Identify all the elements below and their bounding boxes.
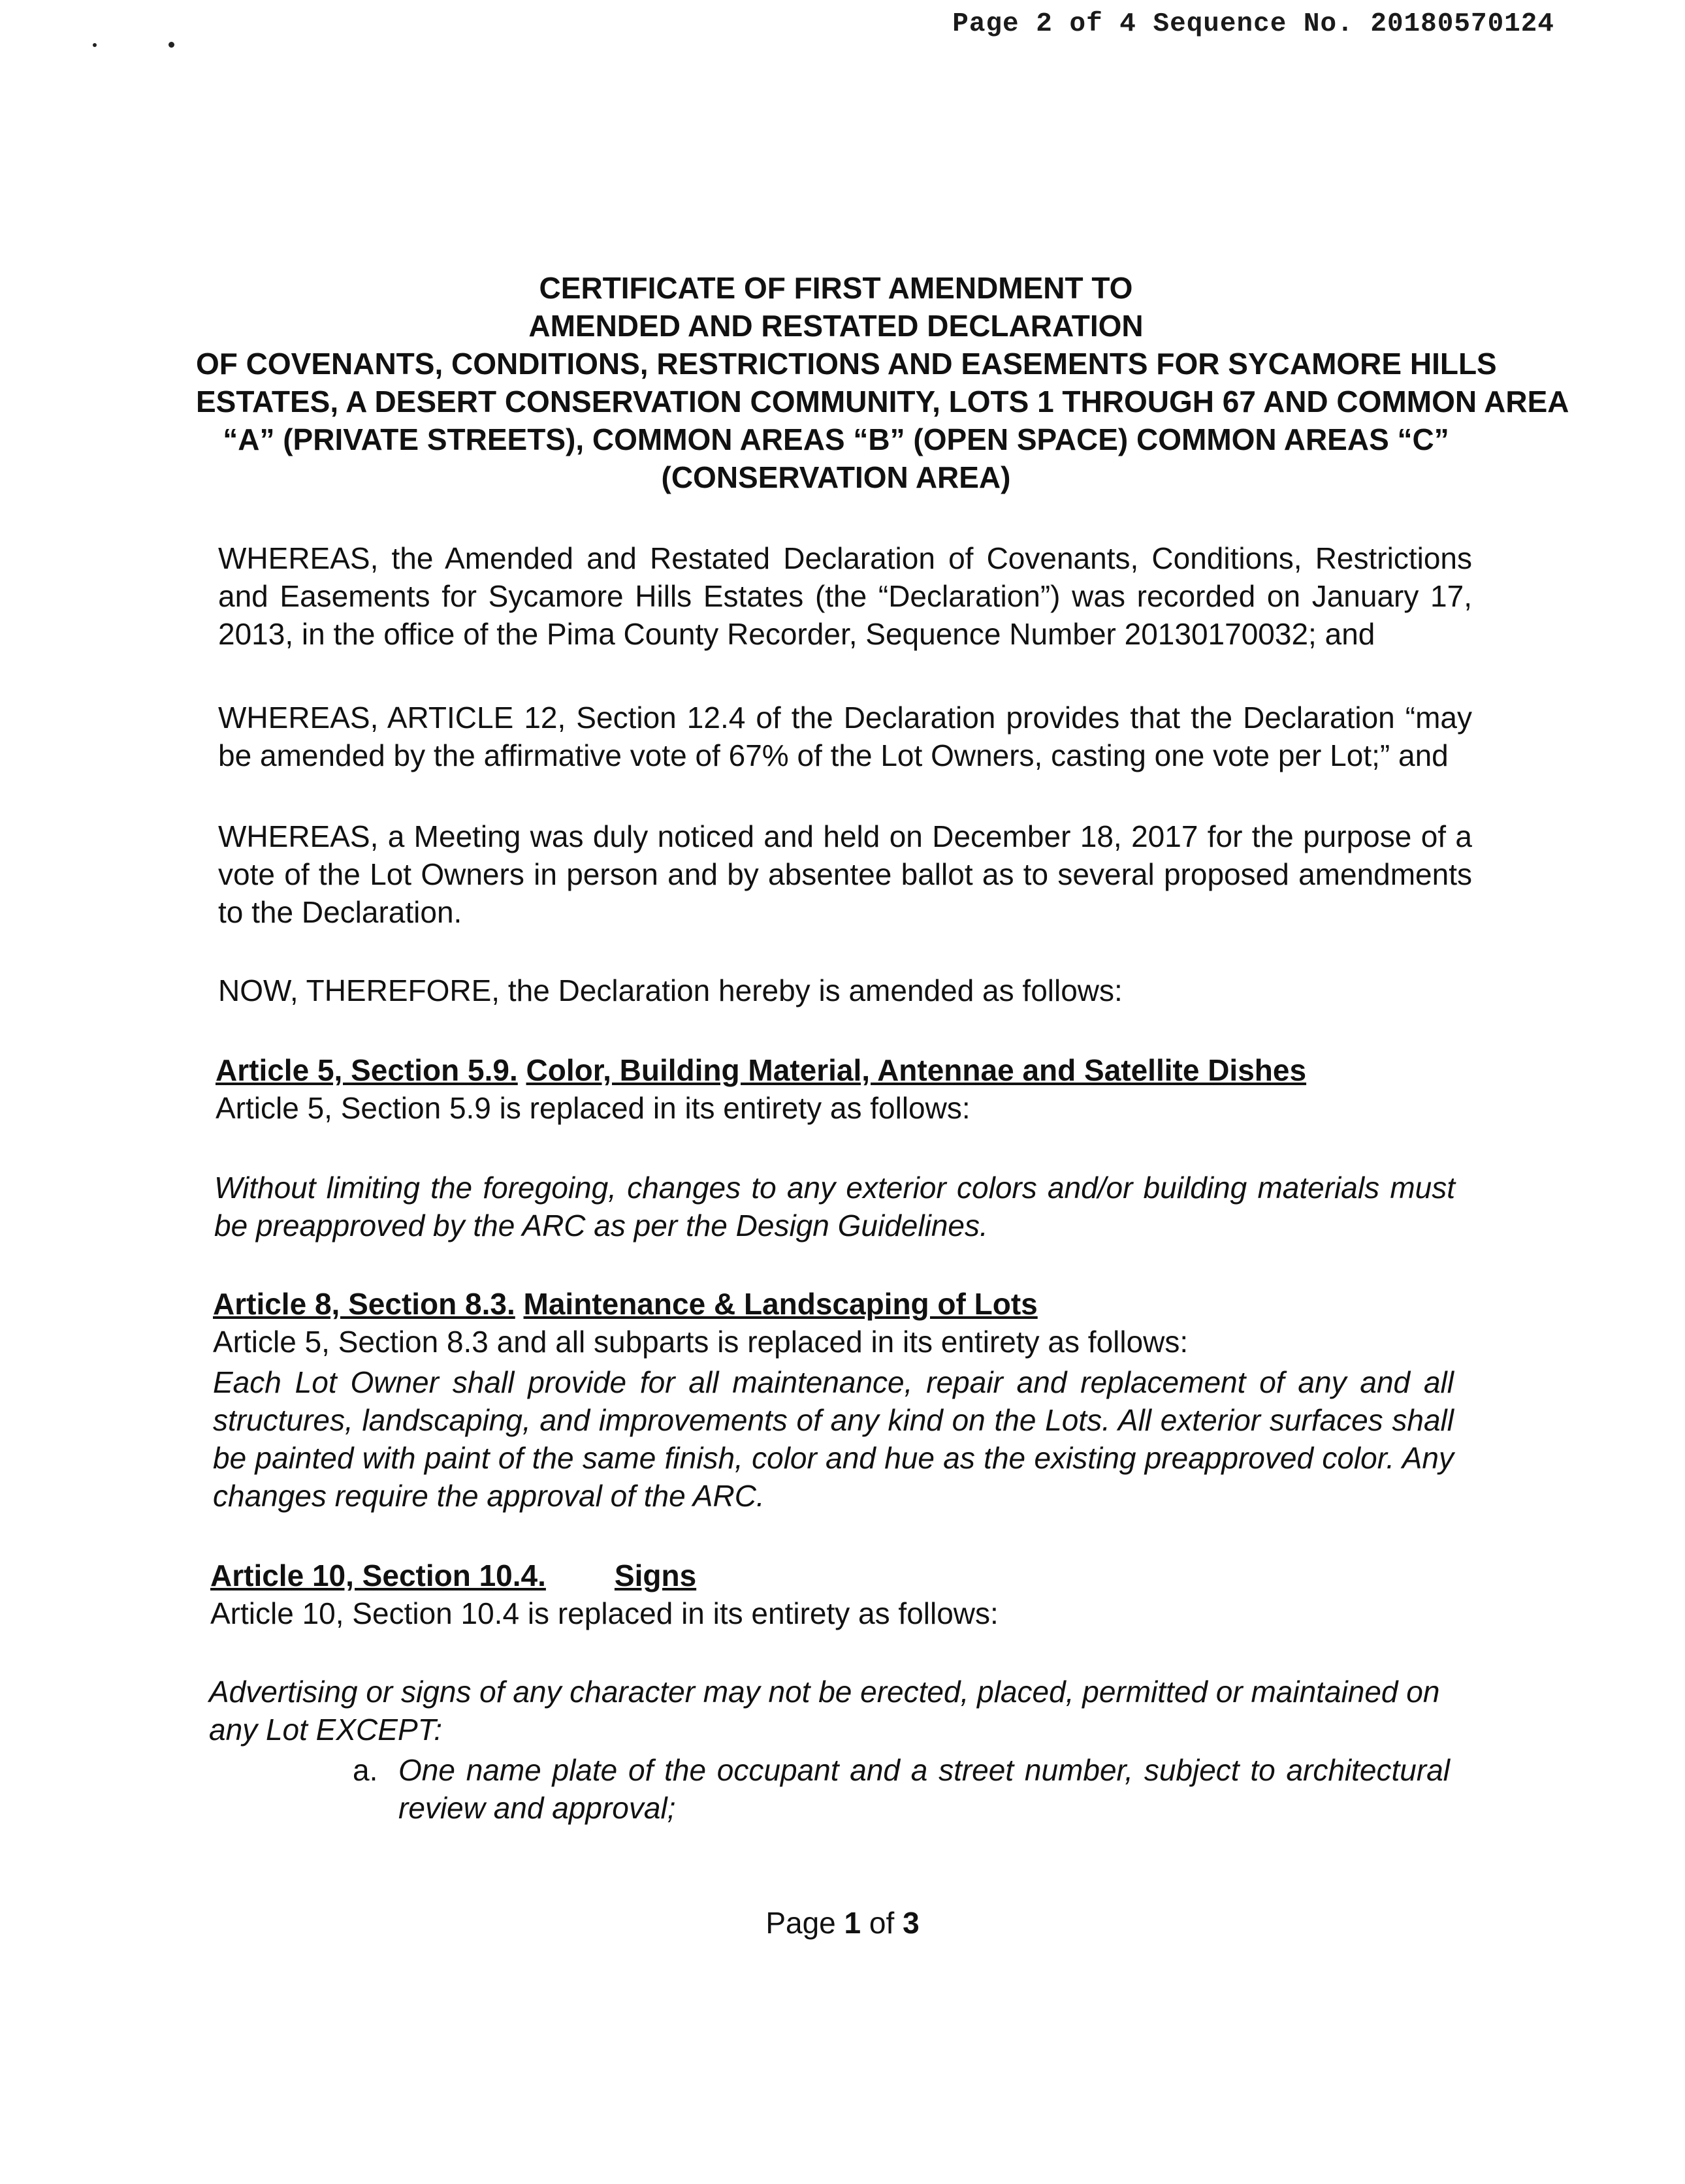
recital-paragraph: WHEREAS, the Amended and Restated Declaration of Covenants, Conditions, Restrictions and Easements for Sycamore Hills Estates (the “Declaration”) was recorded on January 17, 2013, in the office of the Pima County Recorder, Sequence Number 20130170032; and: [218, 541, 1472, 651]
section-intro: Article 5, Section 8.3 and all subparts is replaced in its entirety as follows:: [213, 1325, 1189, 1359]
title-line: ESTATES, A DESERT CONSERVATION COMMUNITY, LOTS 1 THROUGH 67 AND COMMON AREA: [196, 385, 1569, 419]
scan-speck: [168, 42, 174, 48]
footer-total-pages: 3: [903, 1906, 920, 1940]
list-item-text: One name plate of the occupant and a street number, subject to architectural review and approval;: [398, 1753, 1450, 1825]
scan-speck: [93, 43, 97, 47]
page-footer: [0, 1905, 1685, 1940]
section-ref: Article 8, Section 8.3.: [213, 1287, 515, 1321]
title-line: AMENDED AND RESTATED DECLARATION: [528, 309, 1144, 343]
section-intro: Article 5, Section 5.9 is replaced in its entirety as follows:: [216, 1091, 971, 1125]
list-marker: a.: [353, 1753, 378, 1787]
section-ref: Article 10, Section 10.4.: [210, 1559, 546, 1592]
footer-prefix: Page: [765, 1906, 844, 1940]
document-title: [196, 269, 1569, 496]
title-line: OF COVENANTS, CONDITIONS, RESTRICTIONS AND EASEMENTS FOR SYCAMORE HILLS: [196, 347, 1497, 381]
section-heading: [213, 1285, 1467, 1323]
recital-paragraph: WHEREAS, a Meeting was duly noticed and held on December 18, 2017 for the purpose of a vote of the Lot Owners in person and by absentee ballot as to several proposed amendments to the Declaration.: [218, 819, 1472, 929]
section-title: Signs: [614, 1559, 697, 1592]
section-heading: [210, 1557, 1464, 1594]
title-line: CERTIFICATE OF FIRST AMENDMENT TO: [539, 271, 1133, 305]
section-heading: [216, 1051, 1469, 1089]
section-body: Each Lot Owner shall provide for all maintenance, repair and replacement of any and all structures, landscaping, and improvements of any kind on the Lots. All exterior surfaces shall be painted with paint of the same finish, color and hue as the existing preapproved color. Any changes require the approval of the ARC.: [213, 1365, 1454, 1513]
section-intro: Article 10, Section 10.4 is replaced in its entirety as follows:: [210, 1596, 999, 1630]
list-item: [353, 1751, 1450, 1827]
title-line: “A” (PRIVATE STREETS), COMMON AREAS “B” (OPEN SPACE) COMMON AREAS “C”: [223, 422, 1449, 456]
section-title: Maintenance & Landscaping of Lots: [523, 1287, 1038, 1321]
section-title: Color, Building Material, Antennae and Satellite Dishes: [526, 1053, 1307, 1087]
recording-header: Page 2 of 4 Sequence No. 20180570124: [952, 9, 1554, 39]
title-line: (CONSERVATION AREA): [661, 460, 1011, 494]
section-body: Advertising or signs of any character may not be erected, placed, permitted or maintained on any Lot EXCEPT:: [209, 1675, 1440, 1747]
footer-current-page: 1: [844, 1906, 861, 1940]
section-body: Without limiting the foregoing, changes to any exterior colors and/or building materials must be preapproved by the ARC as per the Design Guidelines.: [214, 1171, 1455, 1242]
now-therefore-paragraph: NOW, THEREFORE, the Declaration hereby is amended as follows:: [218, 973, 1123, 1007]
recital-paragraph: WHEREAS, ARTICLE 12, Section 12.4 of the Declaration provides that the Declaration “may be amended by the affirmative vote of 67% of the Lot Owners, casting one vote per Lot;” and: [218, 701, 1472, 772]
section-ref: Article 5, Section 5.9.: [216, 1053, 518, 1087]
footer-middle: of: [861, 1906, 903, 1940]
